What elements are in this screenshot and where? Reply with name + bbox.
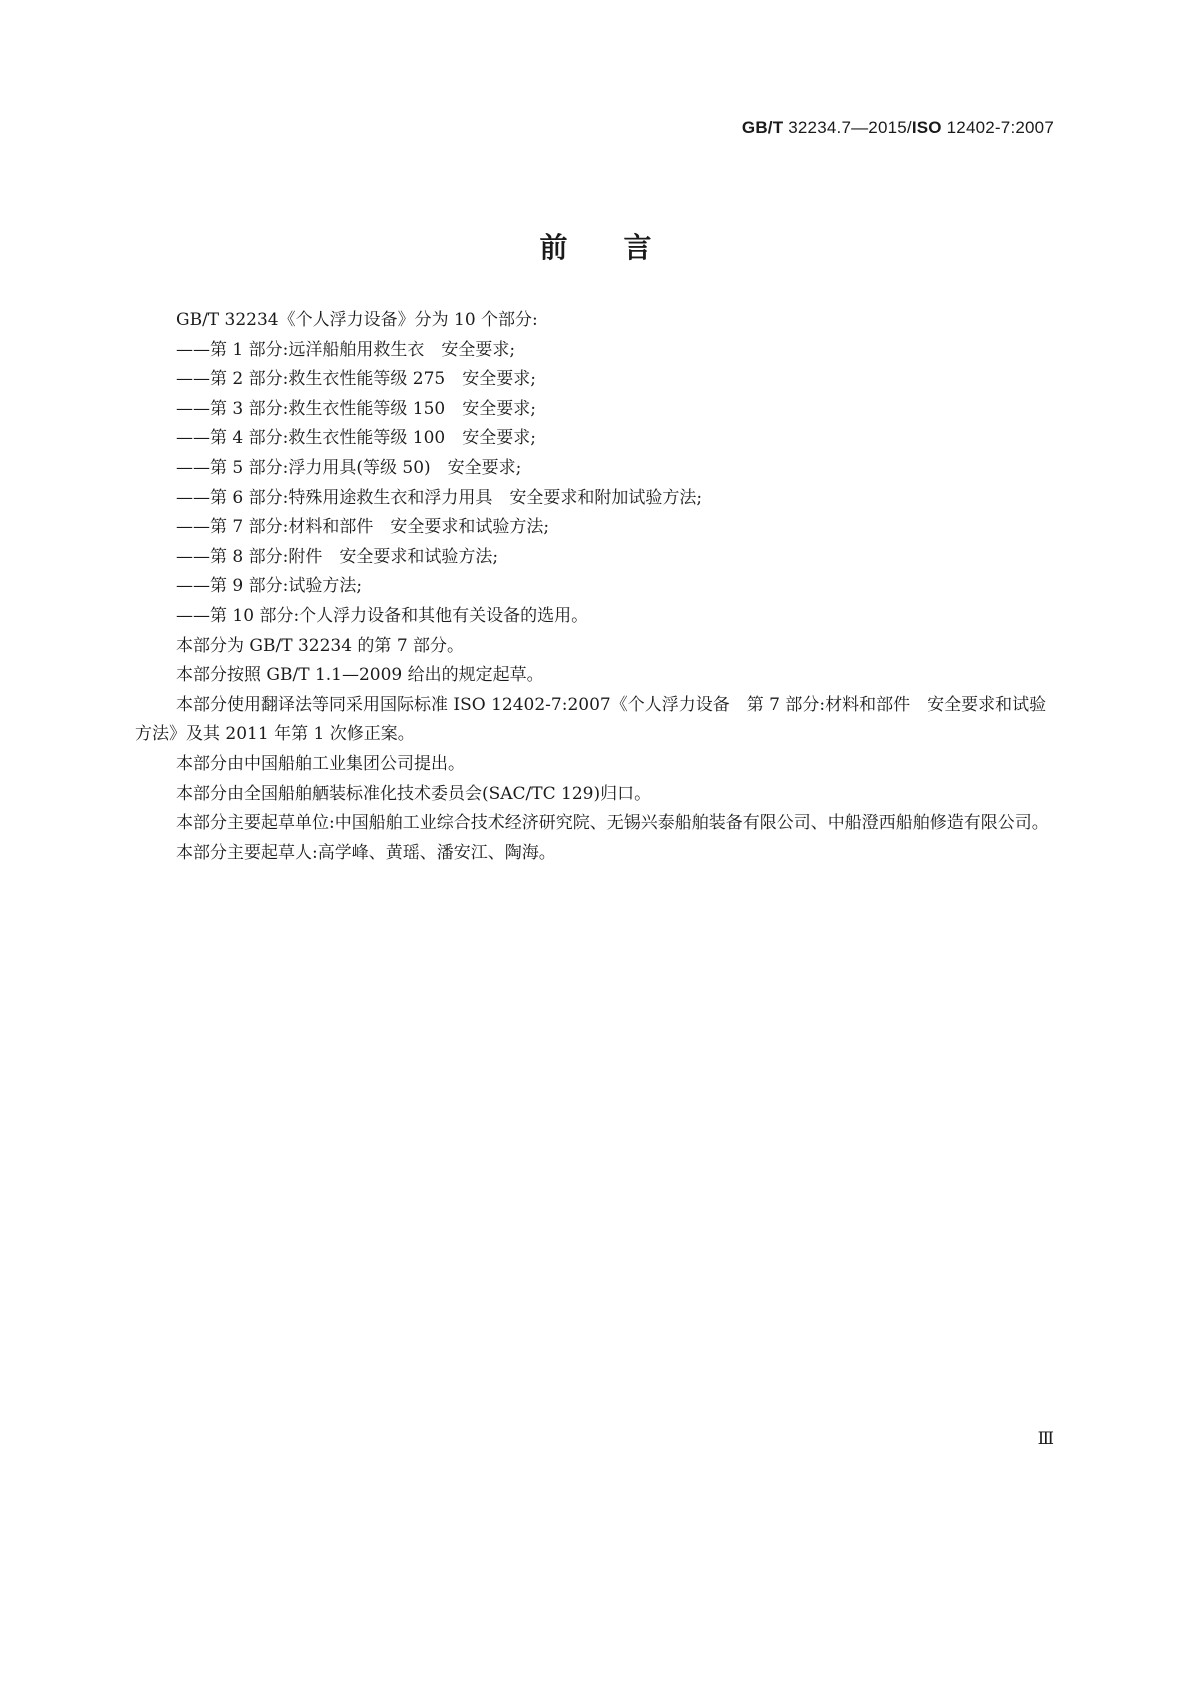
document-body	[135, 306, 1055, 868]
paragraph-adoption: 本部分使用翻译法等同采用国际标准 ISO 12402-7:2007《个人浮力设备 第 7 部分:材料和部件 安全要求和试验方法》及其 2011 年第 1 次修正案。	[135, 694, 1047, 745]
paragraph-intro: GB/T 32234《个人浮力设备》分为 10 个部分:	[176, 310, 538, 330]
iso-label: ISO	[911, 118, 942, 137]
standard-code-prefix: GB/T	[741, 118, 784, 137]
paragraph-drafting-units: 本部分主要起草单位:中国船舶工业综合技术经济研究院、无锡兴泰船舶装备有限公司、中船澄西船舶修造有限公司。	[176, 813, 1049, 834]
iso-code-number: 12402-7:2007	[941, 118, 1054, 137]
paragraph-committee: 本部分由全国船舶舾装标准化技术委员会(SAC/TC 129)归口。	[176, 783, 652, 804]
list-item-part-1: ——第 1 部分:远洋船舶用救生衣 安全要求;	[176, 339, 516, 360]
list-item-part-8: ——第 8 部分:附件 安全要求和试验方法;	[176, 546, 499, 567]
standard-code-header	[742, 118, 1054, 138]
list-item-part-9: ——第 9 部分:试验方法;	[176, 576, 363, 597]
page-number: Ⅲ	[1037, 1429, 1054, 1449]
list-item-part-3: ——第 3 部分:救生衣性能等级 150 安全要求;	[176, 398, 536, 419]
paragraph-part-number: 本部分为 GB/T 32234 的第 7 部分。	[176, 635, 465, 656]
list-item-part-10: ——第 10 部分:个人浮力设备和其他有关设备的选用。	[176, 605, 589, 626]
list-item-part-6: ——第 6 部分:特殊用途救生衣和浮力用具 安全要求和附加试验方法;	[176, 487, 703, 508]
paragraph-drafting-rules: 本部分按照 GB/T 1.1—2009 给出的规定起草。	[176, 665, 544, 686]
list-item-part-5: ——第 5 部分:浮力用具(等级 50) 安全要求;	[176, 457, 522, 478]
list-item-part-2: ——第 2 部分:救生衣性能等级 275 安全要求;	[176, 369, 536, 390]
standard-code-number: 32234.7—2015/	[783, 118, 912, 137]
page-title: 前言	[539, 231, 708, 264]
paragraph-proposer: 本部分由中国船舶工业集团公司提出。	[176, 753, 465, 774]
paragraph-drafters: 本部分主要起草人:高学峰、黄瑶、潘安江、陶海。	[176, 842, 556, 863]
list-item-part-4: ——第 4 部分:救生衣性能等级 100 安全要求;	[176, 428, 536, 449]
list-item-part-7: ——第 7 部分:材料和部件 安全要求和试验方法;	[176, 517, 550, 538]
